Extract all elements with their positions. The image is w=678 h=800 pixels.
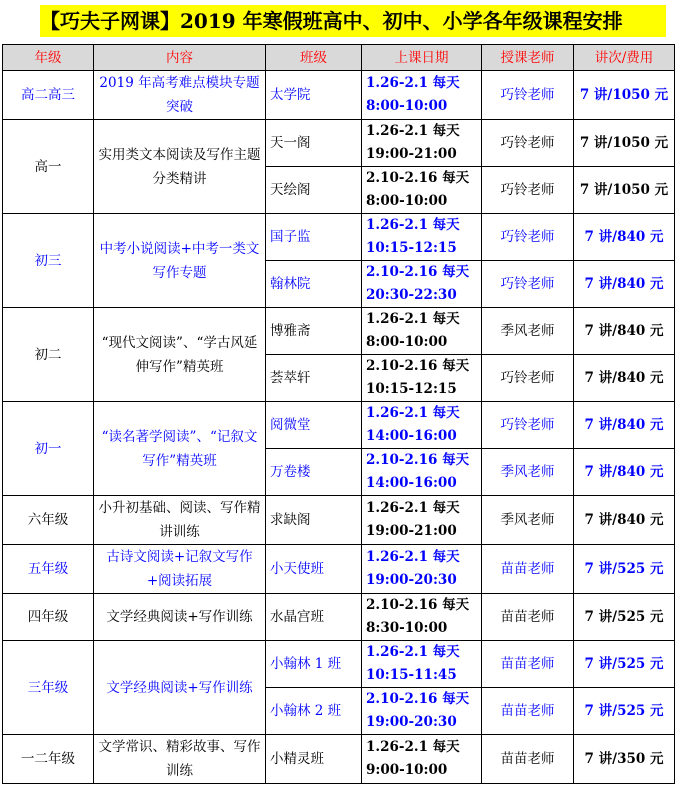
time-range: 20:30-22:30 (366, 287, 457, 303)
time-range: 9:00-10:00 (366, 762, 448, 778)
class-cell: 万卷楼 (266, 449, 362, 496)
schedule-body (3, 71, 675, 784)
table-row (3, 545, 675, 594)
teacher-cell: 巧铃老师 (482, 71, 574, 120)
fee-cell: 7 讲/525 元 (574, 641, 675, 688)
table-row (3, 496, 675, 545)
class-cell: 天一阁 (266, 120, 362, 167)
grade-cell: 六年级 (3, 496, 94, 545)
class-cell: 国子监 (266, 214, 362, 261)
date-cell (362, 688, 482, 735)
table-row (3, 641, 675, 688)
date-cell (362, 496, 482, 545)
teacher-cell: 巧铃老师 (482, 355, 574, 402)
fee-cell: 7 讲/1050 元 (574, 120, 675, 167)
date-range: 1.26-2.1 每天 (366, 311, 460, 327)
class-cell: 小翰林 2 班 (266, 688, 362, 735)
class-cell: 小精灵班 (266, 735, 362, 784)
date-range: 2.10-2.16 每天 (366, 170, 470, 186)
grade-cell: 一二年级 (3, 735, 94, 784)
content-cell: “现代文阅读”、“学古风延伸写作”精英班 (94, 308, 266, 402)
time-range: 8:00-10:00 (366, 334, 448, 350)
date-cell (362, 545, 482, 594)
fee-cell: 7 讲/525 元 (574, 545, 675, 594)
teacher-cell: 季风老师 (482, 308, 574, 355)
header-row (3, 45, 675, 71)
date-range: 1.26-2.1 每天 (366, 739, 460, 755)
teacher-cell: 季风老师 (482, 449, 574, 496)
class-cell: 天绘阁 (266, 167, 362, 214)
class-cell: 太学院 (266, 71, 362, 120)
teacher-cell: 巧铃老师 (482, 402, 574, 449)
time-range: 8:30-10:00 (366, 620, 448, 636)
time-range: 8:00-10:00 (366, 193, 448, 209)
content-cell: 古诗文阅读+记叙文写作+阅读拓展 (94, 545, 266, 594)
time-range: 10:15-12:15 (366, 240, 457, 256)
title-area (0, 0, 678, 44)
table-row (3, 308, 675, 355)
teacher-cell: 巧铃老师 (482, 167, 574, 214)
table-row (3, 71, 675, 120)
date-cell (362, 735, 482, 784)
content-cell: 文学经典阅读+写作训练 (94, 594, 266, 641)
fee-cell: 7 讲/840 元 (574, 355, 675, 402)
table-row (3, 120, 675, 167)
date-range: 1.26-2.1 每天 (366, 549, 460, 565)
date-cell (362, 402, 482, 449)
header-class: 班级 (266, 45, 362, 71)
date-cell (362, 594, 482, 641)
time-range: 8:00-10:00 (366, 98, 448, 114)
header-content: 内容 (94, 45, 266, 71)
grade-cell: 初一 (3, 402, 94, 496)
fee-cell: 7 讲/350 元 (574, 735, 675, 784)
date-cell (362, 641, 482, 688)
time-range: 14:00-16:00 (366, 428, 457, 444)
date-range: 1.26-2.1 每天 (366, 500, 460, 516)
time-range: 10:15-11:45 (366, 667, 457, 683)
class-cell: 阅微堂 (266, 402, 362, 449)
teacher-cell: 苗苗老师 (482, 641, 574, 688)
table-row (3, 594, 675, 641)
fee-cell: 7 讲/840 元 (574, 308, 675, 355)
time-range: 14:00-16:00 (366, 475, 457, 491)
class-cell: 博雅斋 (266, 308, 362, 355)
date-cell (362, 71, 482, 120)
table-row (3, 214, 675, 261)
table-row (3, 735, 675, 784)
date-range: 1.26-2.1 每天 (366, 123, 460, 139)
time-range: 19:00-20:30 (366, 714, 457, 730)
header-teacher: 授课老师 (482, 45, 574, 71)
date-range: 2.10-2.16 每天 (366, 691, 470, 707)
fee-cell: 7 讲/840 元 (574, 496, 675, 545)
fee-cell: 7 讲/840 元 (574, 449, 675, 496)
grade-cell: 高二高三 (3, 71, 94, 120)
date-range: 2.10-2.16 每天 (366, 358, 470, 374)
content-cell: 实用类文本阅读及写作主题分类精讲 (94, 120, 266, 214)
teacher-cell: 巧铃老师 (482, 120, 574, 167)
grade-cell: 高一 (3, 120, 94, 214)
date-range: 1.26-2.1 每天 (366, 217, 460, 233)
content-cell: 文学经典阅读+写作训练 (94, 641, 266, 735)
date-range: 1.26-2.1 每天 (366, 405, 460, 421)
header-grade: 年级 (3, 45, 94, 71)
teacher-cell: 苗苗老师 (482, 688, 574, 735)
teacher-cell: 苗苗老师 (482, 545, 574, 594)
time-range: 19:00-20:30 (366, 572, 457, 588)
time-range: 19:00-21:00 (366, 146, 457, 162)
content-cell: “读名著学阅读”、“记叙文写作”精英班 (94, 402, 266, 496)
fee-cell: 7 讲/1050 元 (574, 71, 675, 120)
date-cell (362, 308, 482, 355)
time-range: 19:00-21:00 (366, 523, 457, 539)
schedule-table (2, 44, 675, 784)
grade-cell: 四年级 (3, 594, 94, 641)
date-range: 1.26-2.1 每天 (366, 644, 460, 660)
header-fee: 讲次/费用 (574, 45, 675, 71)
class-cell: 小天使班 (266, 545, 362, 594)
table-row (3, 402, 675, 449)
fee-cell: 7 讲/1050 元 (574, 167, 675, 214)
date-range: 2.10-2.16 每天 (366, 597, 470, 613)
class-cell: 荟萃轩 (266, 355, 362, 402)
fee-cell: 7 讲/840 元 (574, 214, 675, 261)
grade-cell: 初三 (3, 214, 94, 308)
content-cell: 中考小说阅读+中考一类文写作专题 (94, 214, 266, 308)
date-cell (362, 214, 482, 261)
fee-cell: 7 讲/840 元 (574, 261, 675, 308)
class-cell: 翰林院 (266, 261, 362, 308)
class-cell: 水晶宫班 (266, 594, 362, 641)
class-cell: 求缺阁 (266, 496, 362, 545)
fee-cell: 7 讲/525 元 (574, 594, 675, 641)
teacher-cell: 苗苗老师 (482, 735, 574, 784)
header-date: 上课日期 (362, 45, 482, 71)
date-cell (362, 167, 482, 214)
teacher-cell: 苗苗老师 (482, 594, 574, 641)
date-cell (362, 261, 482, 308)
date-cell (362, 449, 482, 496)
grade-cell: 初二 (3, 308, 94, 402)
teacher-cell: 巧铃老师 (482, 214, 574, 261)
fee-cell: 7 讲/525 元 (574, 688, 675, 735)
content-cell: 2019 年高考难点模块专题突破 (94, 71, 266, 120)
fee-cell: 7 讲/840 元 (574, 402, 675, 449)
grade-cell: 三年级 (3, 641, 94, 735)
grade-cell: 五年级 (3, 545, 94, 594)
teacher-cell: 季风老师 (482, 496, 574, 545)
date-range: 2.10-2.16 每天 (366, 452, 470, 468)
class-cell: 小翰林 1 班 (266, 641, 362, 688)
date-range: 1.26-2.1 每天 (366, 75, 460, 91)
time-range: 10:15-12:15 (366, 381, 457, 397)
date-cell (362, 355, 482, 402)
teacher-cell: 巧铃老师 (482, 261, 574, 308)
content-cell: 文学常识、精彩故事、写作训练 (94, 735, 266, 784)
date-range: 2.10-2.16 每天 (366, 264, 470, 280)
content-cell: 小升初基础、阅读、写作精讲训练 (94, 496, 266, 545)
page-title: 【巧夫子网课】2019 年寒假班高中、初中、小学各年级课程安排 (40, 5, 666, 37)
date-cell (362, 120, 482, 167)
